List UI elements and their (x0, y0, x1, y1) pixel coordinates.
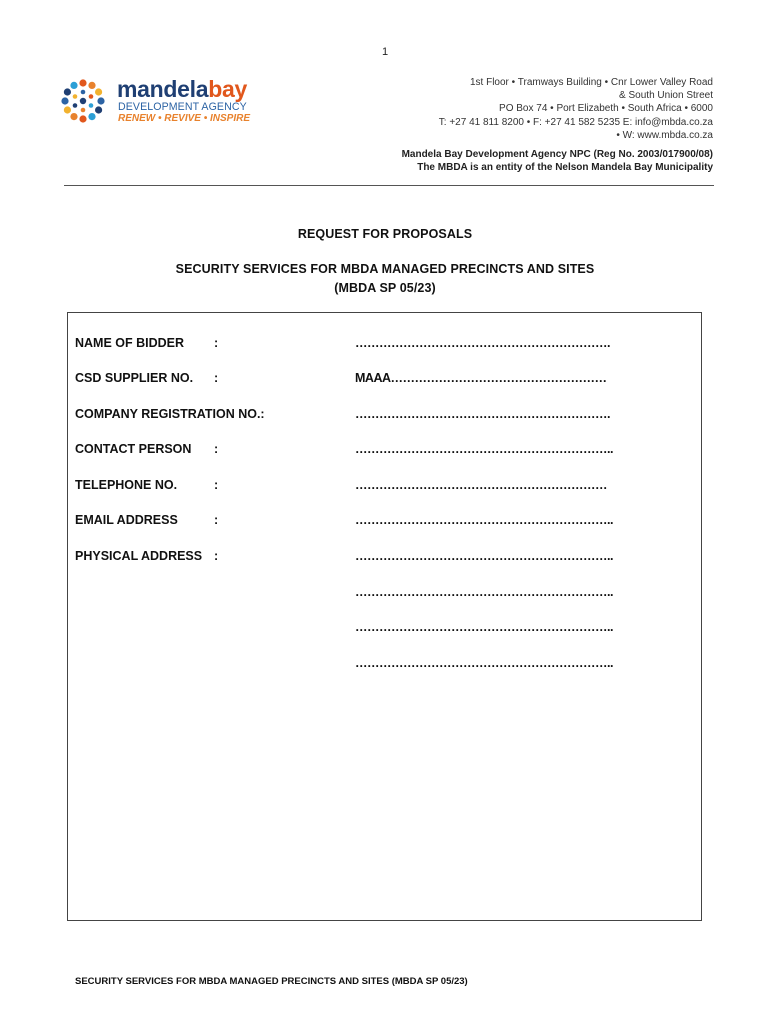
field-label: TELEPHONE NO. (75, 478, 178, 492)
address-line: PO Box 74 • Port Elizabeth • South Africa • 6000 (499, 103, 713, 115)
physical-address-line-2-field[interactable]: ……………………………………………………….. (355, 585, 613, 599)
logo-wordmark (117, 76, 247, 102)
name-of-bidder-field[interactable]: ………………………………………………………. (355, 336, 610, 350)
page-number: 1 (381, 46, 389, 58)
page-footer: SECURITY SERVICES FOR MBDA MANAGED PRECINCTS AND SITES (MBDA SP 05/23) (75, 976, 468, 987)
field-colon: : (214, 549, 219, 563)
logo-subtitle: DEVELOPMENT AGENCY (118, 101, 247, 113)
header-divider (64, 185, 714, 186)
physical-address-field[interactable]: ……………………………………………………….. (355, 549, 613, 563)
company-registration-no-field[interactable]: ………………………………………………………. (355, 407, 610, 421)
contact-person-field[interactable]: ……………………………………………………….. (355, 442, 613, 456)
mbda-logo (55, 76, 275, 131)
agency-line: Mandela Bay Development Agency NPC (Reg No. 2003/017900/08) (401, 149, 713, 160)
field-colon: : (214, 336, 219, 350)
field-label: CSD SUPPLIER NO. (75, 371, 194, 385)
contact-address-block (439, 76, 713, 142)
document-reference: (MBDA SP 05/23) (334, 281, 436, 295)
logo-tagline: RENEW • REVIVE • INSPIRE (118, 113, 251, 124)
agency-registration-block (402, 149, 713, 174)
address-line: & South Union Street (619, 90, 713, 102)
field-label: CONTACT PERSON (75, 442, 192, 456)
csd-supplier-no-field[interactable]: MAAA……………………………………………… (355, 371, 607, 385)
field-colon: : (214, 513, 219, 527)
field-label: PHYSICAL ADDRESS (75, 549, 203, 563)
address-line: 1st Floor • Tramways Building • Cnr Lower Valley Road (469, 77, 713, 88)
field-colon: : (214, 442, 219, 456)
logo-emblem-icon (55, 76, 111, 126)
field-label: EMAIL ADDRESS (75, 513, 178, 527)
email-address-field[interactable]: ……………………………………………………….. (355, 513, 613, 527)
field-colon: : (214, 371, 219, 385)
field-label: COMPANY REGISTRATION NO.: (75, 407, 265, 421)
document-subtitle: SECURITY SERVICES FOR MBDA MANAGED PRECINCTS AND SITES (175, 262, 595, 276)
logo-wordmark-bay: bay (208, 76, 247, 102)
address-line: T: +27 41 811 8200 • F: +27 41 582 5235 E: info@mbda.co.za (438, 116, 713, 128)
physical-address-line-4-field[interactable]: ……………………………………………………….. (355, 656, 613, 670)
field-label: NAME OF BIDDER (75, 336, 185, 350)
logo-wordmark-mandela: mandela (117, 76, 209, 102)
field-colon: : (214, 478, 219, 492)
telephone-no-field[interactable]: ……………………………………………………… (355, 478, 607, 492)
agency-line: The MBDA is an entity of the Nelson Mandela Bay Municipality (417, 161, 713, 173)
address-line: • W: www.mbda.co.za (616, 129, 713, 141)
physical-address-line-3-field[interactable]: ……………………………………………………….. (355, 620, 613, 634)
document-title: REQUEST FOR PROPOSALS (297, 227, 473, 241)
bidder-details-form (67, 312, 702, 921)
